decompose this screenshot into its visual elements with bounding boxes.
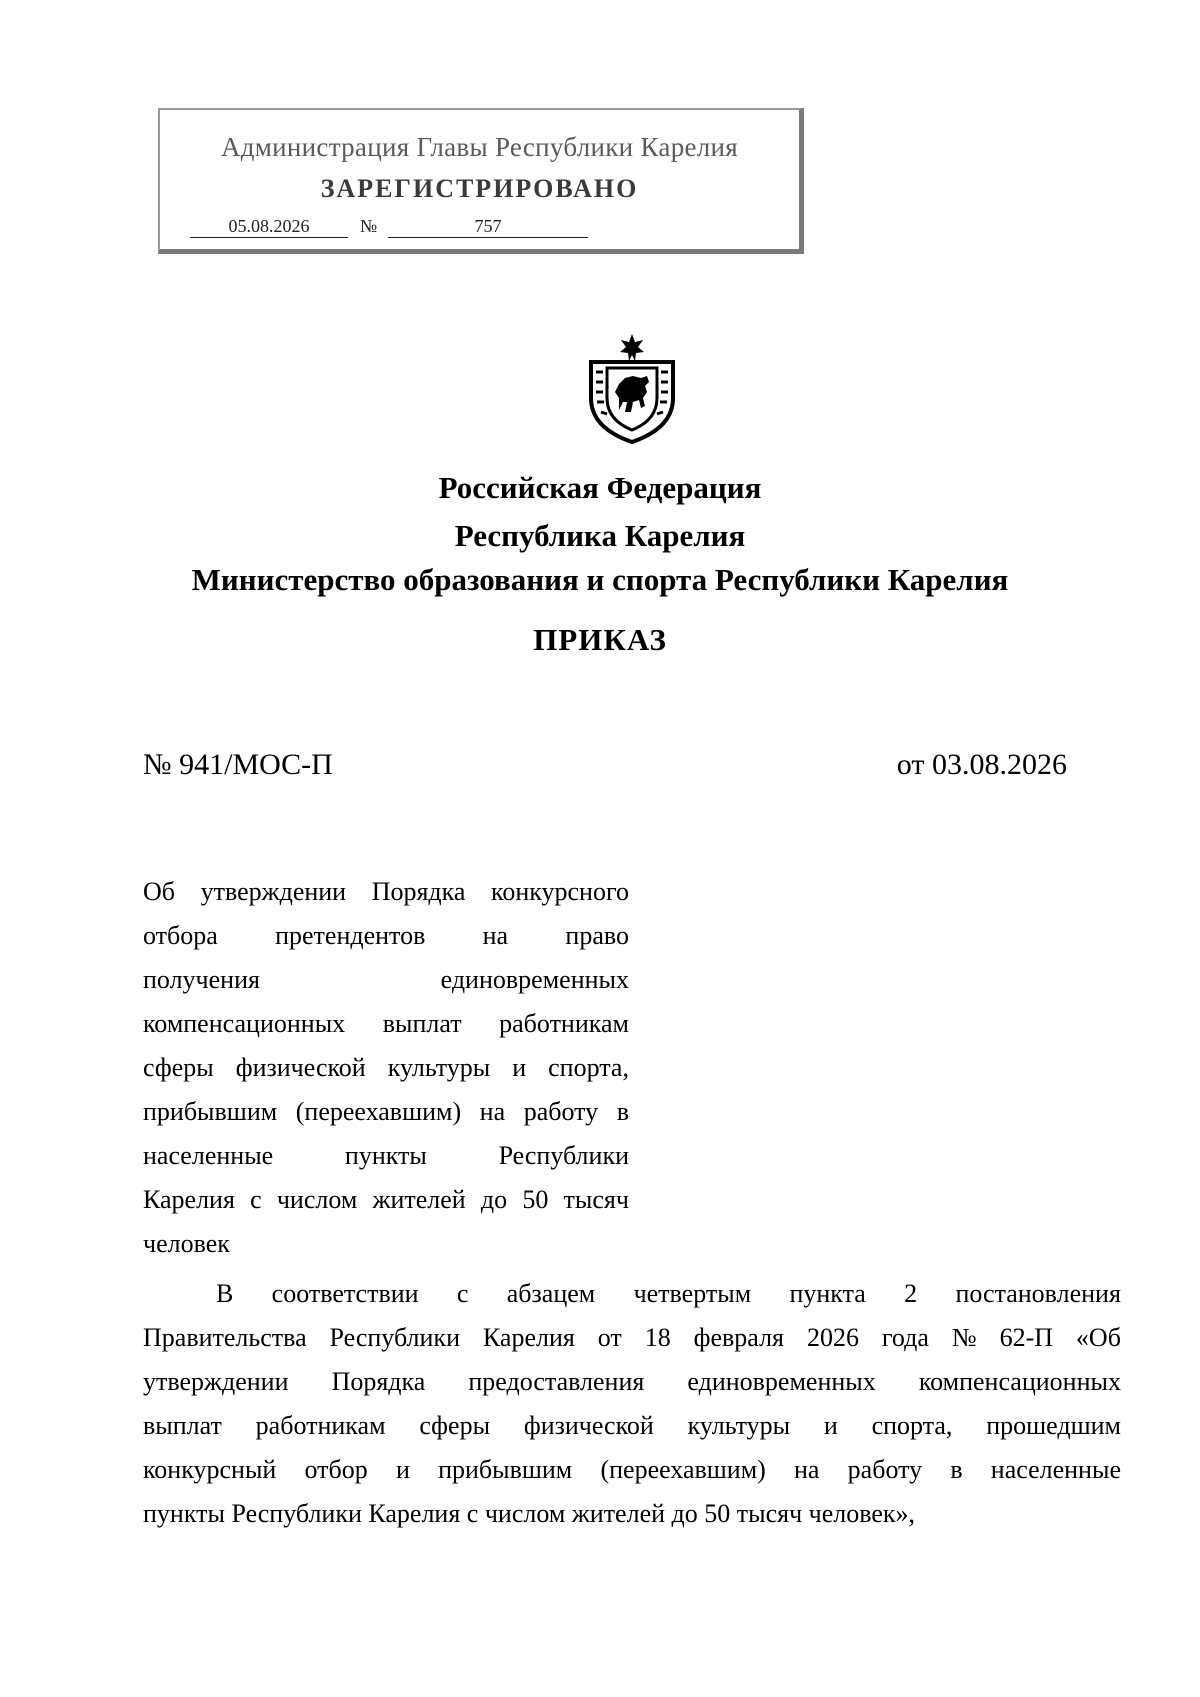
subject-text-line: компенсационных выплат работникам <box>143 1009 629 1038</box>
karelia-coat-of-arms-icon <box>585 332 679 444</box>
doc-type-title: ПРИКАЗ <box>533 622 667 657</box>
stamp-date: 05.08.2026 <box>190 216 348 238</box>
stamp-status: ЗАРЕГИСТРИРОВАНО <box>320 174 639 203</box>
body-text-line: Правительства Республики Карелия от 18 февраля 2026 года № 62-П «Об <box>143 1323 1121 1352</box>
stamp-organization: Администрация Главы Республики Карелия <box>220 132 739 162</box>
order-date: от 03.08.2026 <box>896 748 1067 781</box>
body-text-line: В соответствии с абзацем четвертым пункта 2 постановления <box>216 1279 1121 1308</box>
body-text-line: выплат работникам сферы физической культуры и спорта, прошедшим <box>143 1411 1121 1440</box>
body-text-line: пункты Республики Карелия с числом жителей до 50 тысяч человек», <box>143 1499 916 1528</box>
stamp-number: 757 <box>388 216 588 238</box>
subject-text-line: сферы физической культуры и спорта, <box>143 1053 629 1082</box>
subject-text-line: Карелия с числом жителей до 50 тысяч <box>143 1185 629 1214</box>
order-body <box>143 1272 1121 1536</box>
order-number: № 941/МОС-П <box>143 748 333 781</box>
header-republic: Республика Карелия <box>454 518 746 553</box>
subject-text-line: прибывшим (переехавшим) на работу в <box>143 1097 629 1126</box>
header-ministry: Министерство образования и спорта Республики Карелия <box>191 562 1009 597</box>
body-text-line: конкурсный отбор и прибывшим (переехавшим) на работу в населенные <box>143 1455 1121 1484</box>
subject-text-line: человек <box>143 1229 230 1258</box>
subject-text-line: Об утверждении Порядка конкурсного <box>143 877 629 906</box>
registration-stamp <box>158 108 804 254</box>
subject-text-line: населенные пункты Республики <box>143 1141 629 1170</box>
stamp-number-sign: № <box>360 216 378 236</box>
header-country: Российская Федерация <box>438 470 762 505</box>
order-subject <box>143 870 629 1266</box>
body-text-line: утверждении Порядка предоставления единовременных компенсационных <box>143 1367 1121 1396</box>
subject-text-line: получения единовременных <box>143 965 629 994</box>
subject-text-line: отбора претендентов на право <box>143 921 629 950</box>
